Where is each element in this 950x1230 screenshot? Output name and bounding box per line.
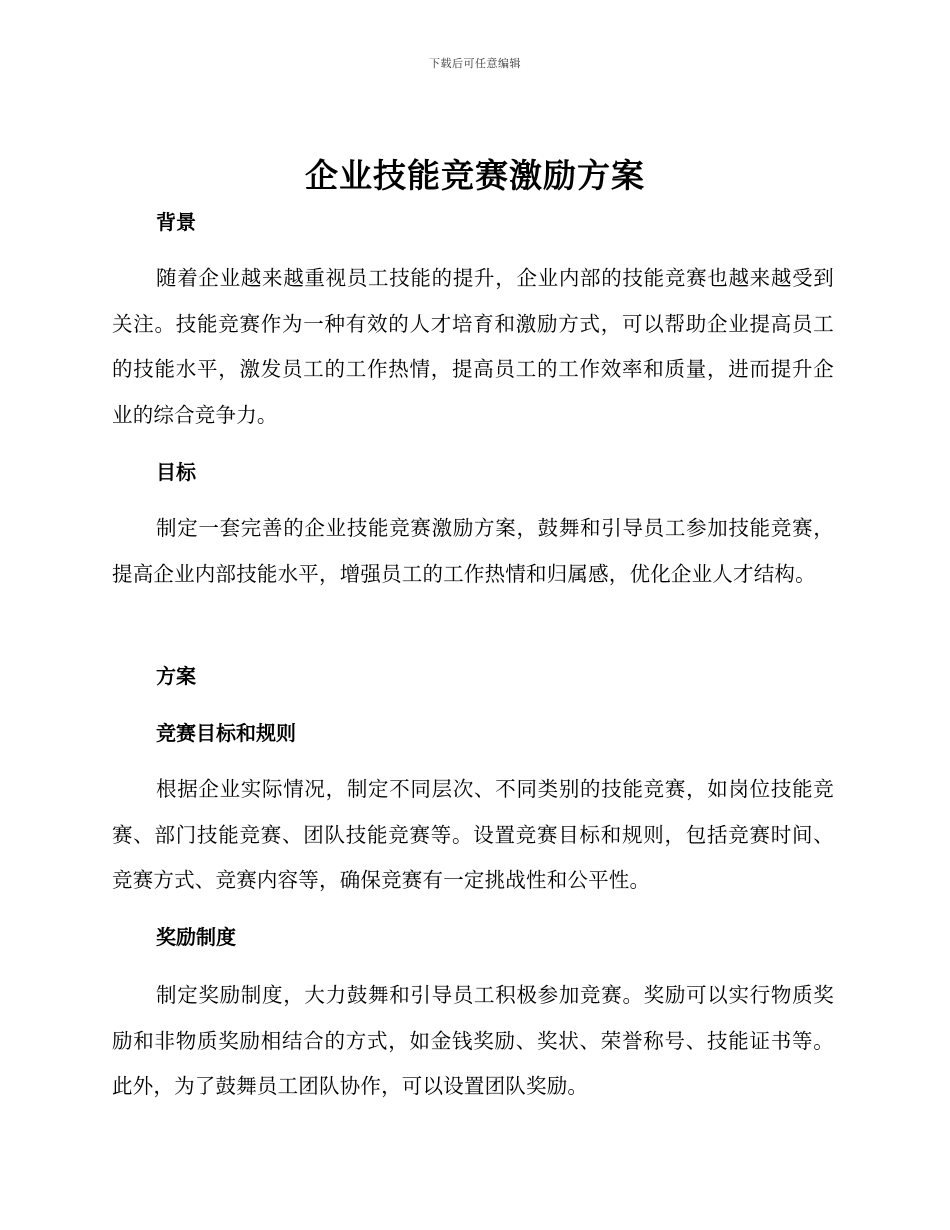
section-heading-background: 背景: [156, 210, 196, 234]
section-text-rules: 根据企业实际情况，制定不同层次、不同类别的技能竞赛，如岗位技能竞赛、部门技能竞赛、团队技能竞赛等。设置竞赛目标和规则，包括竞赛时间、竞赛方式、竞赛内容等，确保竞赛有一定挑战性和公平性。: [112, 777, 834, 892]
header-note: 下载后可任意编辑: [429, 57, 521, 70]
section-text-goal: 制定一套完善的企业技能竞赛激励方案，鼓舞和引导员工参加技能竞赛，提高企业内部技能水平，增强员工的工作热情和归属感，优化企业人才结构。: [112, 516, 834, 586]
section-heading-plan: 方案: [156, 664, 196, 688]
section-heading-rewards: 奖励制度: [156, 925, 236, 949]
document-title: 企业技能竞赛激励方案: [305, 156, 645, 195]
section-text-background: 随着企业越来越重视员工技能的提升，企业内部的技能竞赛也越来越受到关注。技能竞赛作为一种有效的人才培育和激励方式，可以帮助企业提高员工的技能水平，激发员工的工作热情，提高员工的工作效率和质量，进而提升企业的综合竞争力。: [112, 266, 834, 427]
section-heading-goal: 目标: [156, 460, 196, 484]
section-heading-rules: 竞赛目标和规则: [156, 721, 296, 745]
section-text-rewards: 制定奖励制度，大力鼓舞和引导员工积极参加竞赛。奖励可以实行物质奖励和非物质奖励相结合的方式，如金钱奖励、奖状、荣誉称号、技能证书等。此外，为了鼓舞员工团队协作，可以设置团队奖励。: [112, 983, 834, 1098]
